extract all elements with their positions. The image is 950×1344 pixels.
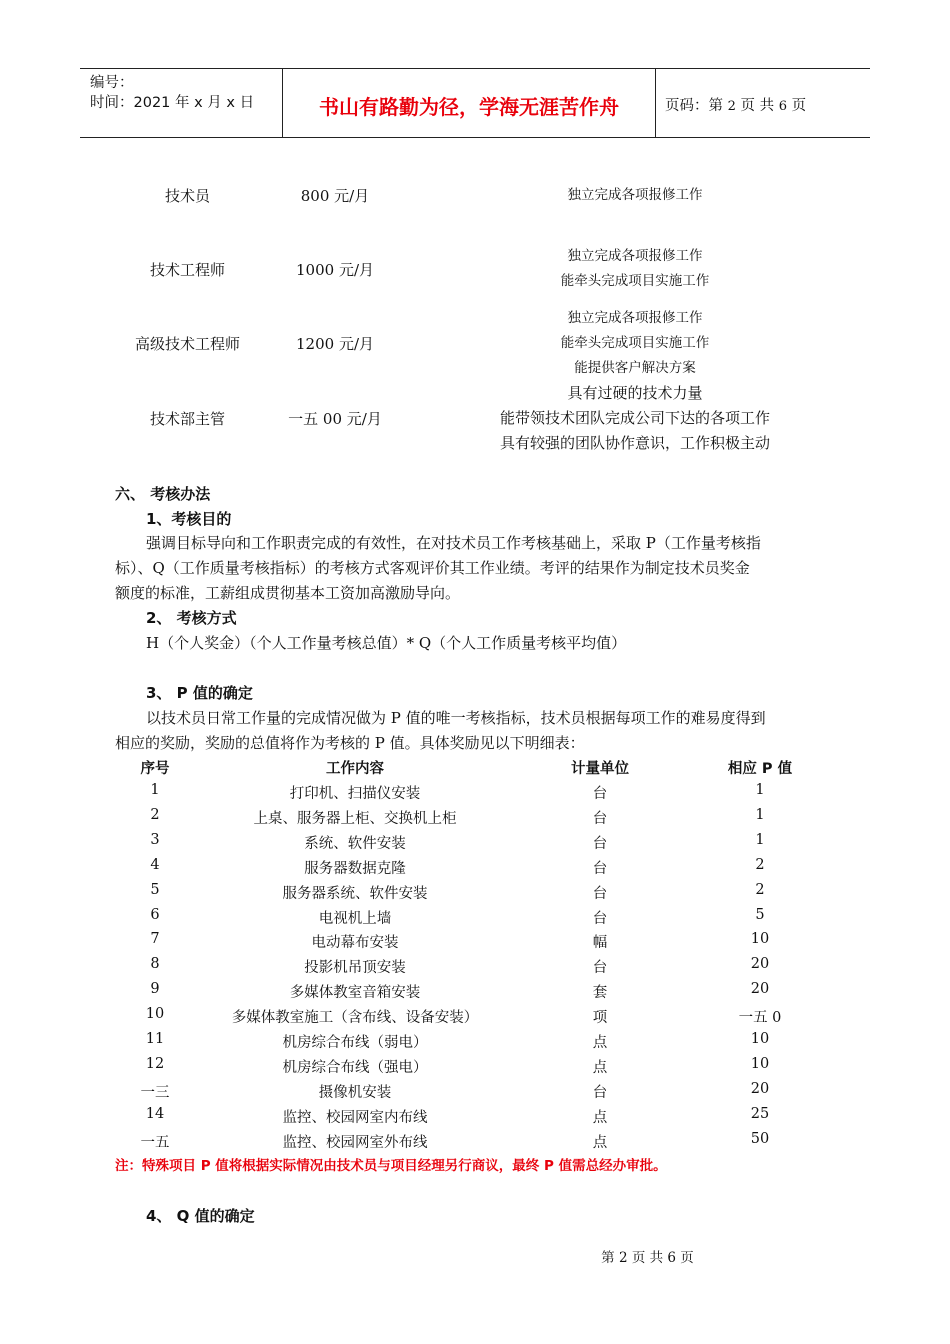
section-title: 六、 考核办法 xyxy=(115,485,211,503)
row-pvalue: 1 xyxy=(755,782,765,798)
row-unit: 幅 xyxy=(592,935,608,952)
row-content: 上桌、服务器上柜、交换机上柜 xyxy=(253,810,457,827)
row-unit: 台 xyxy=(592,810,608,827)
row-index: 7 xyxy=(150,931,160,948)
page-total: 6 xyxy=(778,99,787,114)
row-pvalue: 50 xyxy=(750,1130,770,1147)
header-motto: 书山有路勤为径，学海无涯苦作舟 xyxy=(319,95,619,119)
row-index: 1 xyxy=(150,782,160,798)
table-row xyxy=(0,832,950,857)
para-line: 以技术员日常工作量的完成情况做为 P 值的唯一考核指标，技术员根据每项工作的难易度得到 xyxy=(146,709,766,727)
row-pvalue: 20 xyxy=(750,956,770,973)
row-index: 一三 xyxy=(140,1084,170,1101)
row-pvalue: 5 xyxy=(755,906,765,923)
row-unit: 台 xyxy=(592,960,608,977)
row-pvalue: 10 xyxy=(750,1031,770,1047)
row-index: 2 xyxy=(150,806,160,823)
doc-number-label: 编号： xyxy=(90,75,134,91)
table-row xyxy=(0,1056,950,1081)
page-indicator xyxy=(665,94,806,115)
para-line: 额度的标准，工薪组成贯彻基本工资加高激励导向。 xyxy=(115,584,461,602)
duty-line: 独立完成各项报修工作 xyxy=(567,310,703,326)
doc-date: 时间：2021 年 x 月 x 日 xyxy=(90,95,255,111)
row-index: 4 xyxy=(150,856,160,873)
row-index: 9 xyxy=(150,981,160,998)
row-index: 14 xyxy=(145,1105,165,1122)
row-content: 系统、软件安装 xyxy=(304,835,406,852)
row-content: 多媒体教室音箱安装 xyxy=(289,985,421,1002)
col-header-unit: 计量单位 xyxy=(571,761,629,777)
salary-pay: 一五 00 元/月 xyxy=(288,410,382,428)
salary-title: 技术员 xyxy=(164,187,210,205)
row-content: 服务器系统、软件安装 xyxy=(282,885,428,902)
row-index: 8 xyxy=(150,956,160,973)
formula-text: H（个人奖金）（个人工作量考核总值）* Q（个人工作质量考核平均值） xyxy=(146,634,627,652)
salary-title: 技术工程师 xyxy=(149,261,225,279)
salary-pay: 800 元/月 xyxy=(300,187,370,205)
table-row xyxy=(0,1131,950,1156)
row-pvalue: 2 xyxy=(755,881,765,898)
row-pvalue: 1 xyxy=(755,806,765,823)
table-row xyxy=(0,1106,950,1131)
row-content: 机房综合布线（强电） xyxy=(282,1059,428,1076)
salary-duties xyxy=(480,306,790,381)
salary-title: 技术部主管 xyxy=(149,410,225,428)
col-header-content: 工作内容 xyxy=(326,761,384,777)
page-mid: 页 共 xyxy=(740,98,775,114)
row-pvalue: 20 xyxy=(750,1080,770,1097)
row-content: 多媒体教室施工（含布线、设备安装） xyxy=(231,1010,479,1027)
duty-line: 能提供客户解决方案 xyxy=(574,360,696,376)
table-row xyxy=(0,981,950,1006)
table-row xyxy=(0,1081,950,1106)
salary-duties xyxy=(480,244,790,294)
para-line: 相应的奖励，奖励的总值将作为考核的 P 值。具体奖励见以下明细表： xyxy=(115,734,585,752)
subsection-title: 4、 Q 值的确定 xyxy=(146,1207,255,1225)
row-unit: 点 xyxy=(592,1134,608,1151)
duty-line: 能牵头完成项目实施工作 xyxy=(560,335,710,351)
table-row xyxy=(0,807,950,832)
subsection-title: 3、 P 值的确定 xyxy=(146,684,253,702)
salary-duties xyxy=(480,381,790,456)
row-pvalue: 25 xyxy=(750,1105,770,1122)
row-content: 服务器数据克隆 xyxy=(304,860,406,877)
page-header xyxy=(80,68,870,138)
row-content: 监控、校园网室外布线 xyxy=(282,1134,428,1151)
row-index: 一五 xyxy=(140,1134,170,1151)
page-suffix: 页 xyxy=(791,98,807,114)
salary-pay: 1000 元/月 xyxy=(296,261,374,279)
duty-line: 独立完成各项报修工作 xyxy=(567,248,703,264)
header-meta xyxy=(90,73,254,113)
paragraph xyxy=(115,731,835,756)
duty-line: 具有过硬的技术力量 xyxy=(567,384,703,402)
page-prefix: 页码：第 xyxy=(665,98,723,114)
row-pvalue: 10 xyxy=(750,1055,770,1072)
row-pvalue: 一五 0 xyxy=(738,1010,782,1027)
row-pvalue: 2 xyxy=(755,856,765,873)
col-header-pvalue: 相应 P 值 xyxy=(727,761,793,777)
table-row xyxy=(0,1006,950,1031)
paragraph xyxy=(115,706,835,731)
row-index: 3 xyxy=(150,831,160,848)
header-divider xyxy=(655,69,656,137)
salary-pay: 1200 元/月 xyxy=(296,335,374,353)
row-content: 摄像机安装 xyxy=(318,1084,392,1101)
row-unit: 点 xyxy=(592,1109,608,1126)
para-line: 强调目标导向和工作职责完成的有效性，在对技术员工作考核基础上，采取 P（工作量考核指 xyxy=(146,534,761,552)
page-footer: 第 2 页 共 6 页 xyxy=(601,1250,694,1266)
note-text: 注：特殊项目 P 值将根据实际情况由技术员与项目经理另行商议，最终 P 值需总经办审批。 xyxy=(115,1158,667,1174)
row-index: 12 xyxy=(145,1055,165,1072)
row-pvalue: 10 xyxy=(750,931,770,948)
row-content: 监控、校园网室内布线 xyxy=(282,1109,428,1126)
salary-title: 高级技术工程师 xyxy=(134,335,240,353)
subsection-title: 1、考核目的 xyxy=(146,510,232,528)
row-content: 机房综合布线（弱电） xyxy=(282,1035,428,1051)
row-index: 5 xyxy=(150,881,160,898)
row-unit: 台 xyxy=(592,885,608,902)
row-index: 11 xyxy=(145,1031,165,1047)
row-unit: 台 xyxy=(592,835,608,852)
table-row xyxy=(0,956,950,981)
row-unit: 台 xyxy=(592,786,608,802)
row-pvalue: 1 xyxy=(755,831,765,848)
row-unit: 台 xyxy=(592,860,608,877)
row-unit: 套 xyxy=(592,985,608,1002)
row-content: 打印机、扫描仪安装 xyxy=(289,786,421,802)
row-content: 投影机吊顶安装 xyxy=(304,960,406,977)
para-line: 标）、Q（工作质量考核指标）的考核方式客观评价其工作业绩。考评的结果作为制定技术员奖金 xyxy=(115,559,750,577)
table-row xyxy=(0,931,950,956)
duty-line: 独立完成各项报修工作 xyxy=(567,187,703,203)
table-row xyxy=(0,907,950,932)
paragraph xyxy=(115,531,835,556)
col-header-index: 序号 xyxy=(140,761,170,777)
row-unit: 点 xyxy=(592,1059,608,1076)
table-row xyxy=(0,857,950,882)
table-row xyxy=(0,882,950,907)
salary-duties xyxy=(480,183,790,208)
duty-line: 能带领技术团队完成公司下达的各项工作 xyxy=(499,409,770,427)
duty-line: 能牵头完成项目实施工作 xyxy=(560,273,710,289)
table-row xyxy=(0,1031,950,1056)
table-header xyxy=(0,757,950,782)
row-unit: 台 xyxy=(592,910,608,927)
row-unit: 台 xyxy=(592,1084,608,1101)
subsection-title: 2、 考核方式 xyxy=(146,609,237,627)
row-pvalue: 20 xyxy=(750,981,770,998)
table-row xyxy=(0,782,950,807)
row-unit: 项 xyxy=(592,1010,608,1027)
row-unit: 点 xyxy=(592,1035,608,1051)
row-content: 电视机上墙 xyxy=(318,910,392,927)
row-index: 10 xyxy=(145,1006,165,1023)
paragraph xyxy=(115,556,835,606)
row-content: 电动幕布安装 xyxy=(311,935,399,952)
page-number: 2 xyxy=(727,99,736,114)
row-index: 6 xyxy=(150,906,160,923)
duty-line: 具有较强的团队协作意识，工作积极主动 xyxy=(499,434,770,452)
